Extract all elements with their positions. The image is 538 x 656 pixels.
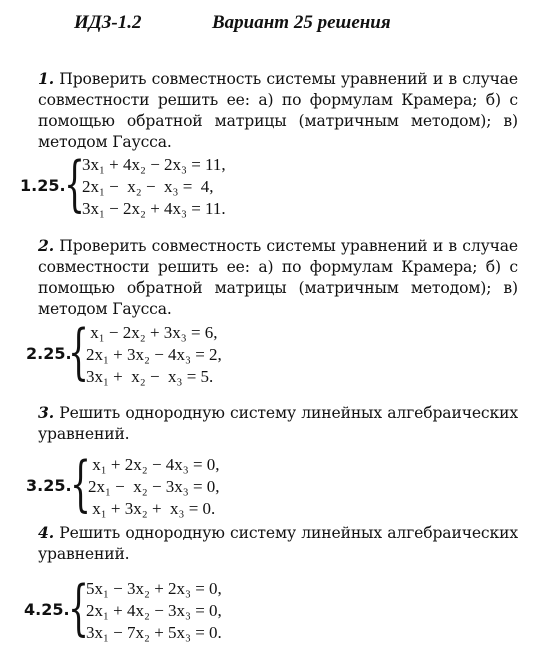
- equation: 3x₁ − 2x₂ + 4x₃ = 11.: [82, 199, 226, 218]
- equation: x₁ + 2x₂ − 4x₃ = 0,: [88, 455, 220, 474]
- brace: {: [70, 449, 92, 519]
- system-label: 4.25.: [24, 600, 70, 619]
- equation: 2x₁ − x₂ − x₃ = 4,: [82, 177, 214, 196]
- task-1-text: [38, 68, 518, 153]
- equation: x₁ − 2x₂ + 3x₃ = 6,: [86, 323, 218, 342]
- variant-title: Вариант 25 решения: [212, 12, 391, 33]
- equation: 3x₁ − 7x₂ + 5x₃ = 0.: [86, 623, 222, 642]
- brace: {: [68, 573, 90, 643]
- task-2-text: [38, 235, 518, 320]
- system-label: 1.25.: [20, 176, 66, 195]
- equation: 3x₁ + x₂ − x₃ = 5.: [86, 367, 214, 386]
- system-label: 3.25.: [26, 476, 72, 495]
- task-number: 4.: [38, 523, 54, 542]
- equation: 2x₁ − x₂ − 3x₃ = 0,: [88, 477, 220, 496]
- task-statement: Проверить совместность системы уравнений и в случае совместности решить ее: а) по формулам Крамера; б) с помощью обратной матрицы (матричным методом); в) методом Гаусса.: [38, 237, 518, 318]
- task-statement: Решить однородную систему линейных алгебраических уравнений.: [38, 404, 518, 443]
- task-number: 3.: [38, 403, 54, 422]
- task-number: 1.: [38, 69, 54, 88]
- equation: 2x₁ + 4x₂ − 3x₃ = 0,: [86, 601, 222, 620]
- document-title: ИДЗ-1.2: [74, 12, 142, 33]
- task-statement: Проверить совместность системы уравнений и в случае совместности решить ее: а) по формулам Крамера; б) с помощью обратной матрицы (матричным методом); в) методом Гаусса.: [38, 70, 518, 151]
- equation: x₁ + 3x₂ + x₃ = 0.: [88, 499, 216, 518]
- task-4-text: [38, 522, 518, 565]
- equation: 3x₁ + 4x₂ − 2x₃ = 11,: [82, 155, 226, 174]
- task-statement: Решить однородную систему линейных алгебраических уравнений.: [38, 524, 518, 563]
- brace: {: [64, 149, 86, 219]
- equation: 5x₁ − 3x₂ + 2x₃ = 0,: [86, 579, 222, 598]
- brace: {: [68, 317, 90, 387]
- task-3-text: [38, 402, 518, 445]
- system-label: 2.25.: [26, 344, 72, 363]
- page-header: [0, 10, 538, 36]
- equation: 2x₁ + 3x₂ − 4x₃ = 2,: [86, 345, 222, 364]
- task-number: 2.: [38, 236, 54, 255]
